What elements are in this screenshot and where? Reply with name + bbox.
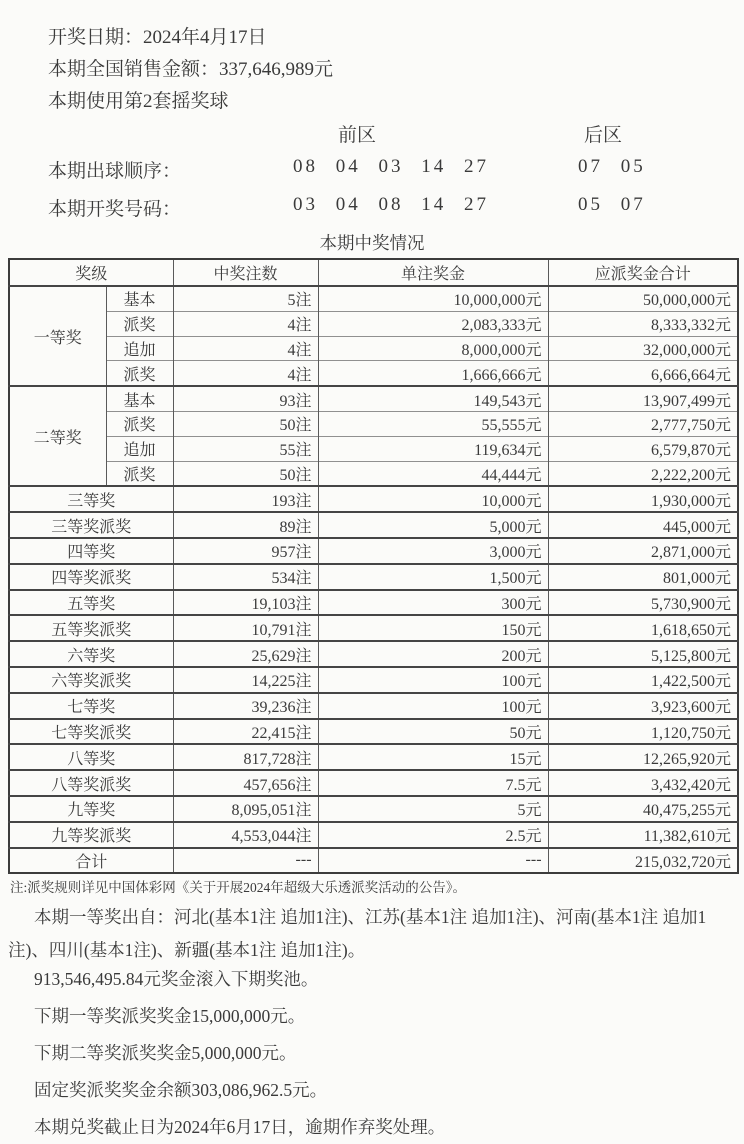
table-row: [9, 590, 738, 616]
table-header-row: [9, 259, 738, 286]
table-row: [9, 436, 738, 461]
total-prize-cell: 3,432,420元: [548, 770, 738, 796]
prize-level-cell: 三等奖派奖: [9, 512, 173, 538]
prize-level-cell: 六等奖派奖: [9, 667, 173, 693]
count-cell: 4注: [173, 361, 318, 386]
single-prize-cell: 300元: [318, 590, 548, 616]
total-prize-cell: 3,923,600元: [548, 693, 738, 719]
total-prize-cell: 1,930,000元: [548, 486, 738, 512]
prize-level-cell: 七等奖派奖: [9, 719, 173, 745]
paragraph-rollover-jackpot: 913,546,495.84元奖金滚入下期奖池。: [34, 969, 319, 990]
table-row: [9, 770, 738, 796]
rule-footnote: 注:派奖规则详见中国体彩网《关于开展2024年超级大乐透派奖活动的公告》。: [10, 880, 466, 896]
total-prize-cell: 8,333,332元: [548, 311, 738, 336]
count-cell: 4,553,044注: [173, 822, 318, 848]
single-prize-cell: 2,083,333元: [318, 311, 548, 336]
prize-level-cell: 八等奖派奖: [9, 770, 173, 796]
single-prize-cell: 50元: [318, 719, 548, 745]
prize-sub-cell: 派奖: [106, 361, 173, 386]
prize-sub-cell: 派奖: [106, 461, 173, 486]
total-prize-cell: 1,422,500元: [548, 667, 738, 693]
single-prize-cell: 7.5元: [318, 770, 548, 796]
total-prize-cell: 1,618,650元: [548, 615, 738, 641]
total-prize-cell: 11,382,610元: [548, 822, 738, 848]
table-row: [9, 486, 738, 512]
table-row: [9, 336, 738, 361]
prize-level-cell: 八等奖: [9, 744, 173, 770]
draw-date-line: 开奖日期：2024年4月17日: [48, 27, 267, 48]
paragraph-next-first-prize-bonus: 下期一等奖派奖奖金15,000,000元。: [34, 1006, 306, 1027]
count-cell: 50注: [173, 461, 318, 486]
prize-level-cell: 九等奖: [9, 796, 173, 822]
count-cell: 457,656注: [173, 770, 318, 796]
prize-sub-cell: 追加: [106, 436, 173, 461]
table-row: [9, 641, 738, 667]
count-cell: 193注: [173, 486, 318, 512]
table-row: [9, 796, 738, 822]
single-prize-cell: 15元: [318, 744, 548, 770]
table-row: [9, 615, 738, 641]
table-row: [9, 461, 738, 486]
zone-labels-row: [0, 118, 744, 152]
count-cell: 39,236注: [173, 693, 318, 719]
single-prize-cell: 55,555元: [318, 411, 548, 436]
table-row: [9, 744, 738, 770]
prize-sub-cell: 追加: [106, 336, 173, 361]
count-cell: 93注: [173, 386, 318, 411]
front-zone-label: 前区: [338, 125, 377, 146]
single-prize-cell: 10,000,000元: [318, 286, 548, 311]
table-row: [9, 386, 738, 411]
col-header-count: 中奖注数: [173, 259, 318, 286]
col-header-total-prize: 应派奖金合计: [548, 259, 738, 286]
prize-level-cell: 五等奖派奖: [9, 615, 173, 641]
prize-sub-cell: 派奖: [106, 411, 173, 436]
draw-order-label: 本期出球顺序：: [48, 161, 182, 182]
paragraph-first-prize-provinces: 本期一等奖出自：河北(基本1注 追加1注)、江苏(基本1注 追加1注)、河南(基本1注 追加1注)、四川(基本1注)、新疆(基本1注 追加1注)。: [8, 907, 707, 961]
count-cell: 19,103注: [173, 590, 318, 616]
table-row: [9, 512, 738, 538]
single-prize-cell: 119,634元: [318, 436, 548, 461]
table-row: [9, 822, 738, 848]
table-row: [9, 564, 738, 590]
total-prize-cell: 40,475,255元: [548, 796, 738, 822]
table-row: [9, 719, 738, 745]
paragraph-fixed-prize-balance: 固定奖派奖奖金余额303,086,962.5元。: [34, 1080, 328, 1101]
single-prize-cell: 5,000元: [318, 512, 548, 538]
table-row: [9, 693, 738, 719]
draw-order-row: [0, 152, 744, 190]
table-row: [9, 361, 738, 386]
winning-numbers-label: 本期开奖号码：: [48, 199, 182, 220]
paragraph-claim-deadline: 本期兑奖截止日为2024年6月17日，逾期作弃奖处理。: [34, 1117, 446, 1138]
single-prize-cell: ---: [318, 848, 548, 874]
table-total-row: [9, 848, 738, 874]
count-cell: 5注: [173, 286, 318, 311]
prize-sub-cell: 派奖: [106, 311, 173, 336]
draw-order-front-numbers: 08 04 03 14 27: [293, 156, 489, 177]
winning-numbers-row: [0, 190, 744, 228]
single-prize-cell: 44,444元: [318, 461, 548, 486]
total-prize-cell: 6,666,664元: [548, 361, 738, 386]
sales-amount-line: 本期全国销售金额：337,646,989元: [48, 59, 334, 80]
prize-level-cell: 五等奖: [9, 590, 173, 616]
prize-sub-cell: 基本: [106, 286, 173, 311]
winning-numbers-back: 05 07: [578, 194, 646, 215]
count-cell: 534注: [173, 564, 318, 590]
single-prize-cell: 100元: [318, 667, 548, 693]
single-prize-cell: 3,000元: [318, 538, 548, 564]
prize-level-cell: 七等奖: [9, 693, 173, 719]
single-prize-cell: 8,000,000元: [318, 336, 548, 361]
total-prize-cell: 50,000,000元: [548, 286, 738, 311]
draw-order-back-numbers: 07 05: [578, 156, 646, 177]
total-prize-cell: 2,871,000元: [548, 538, 738, 564]
single-prize-cell: 200元: [318, 641, 548, 667]
table-row: [9, 667, 738, 693]
table-row: [9, 538, 738, 564]
count-cell: 89注: [173, 512, 318, 538]
col-header-single-prize: 单注奖金: [318, 259, 548, 286]
total-prize-cell: 6,579,870元: [548, 436, 738, 461]
prize-level-cell: 四等奖派奖: [9, 564, 173, 590]
single-prize-cell: 2.5元: [318, 822, 548, 848]
single-prize-cell: 100元: [318, 693, 548, 719]
header-info: [0, 0, 744, 118]
prize-sub-cell: 基本: [106, 386, 173, 411]
single-prize-cell: 5元: [318, 796, 548, 822]
table-row: [9, 286, 738, 311]
ball-set-line: 本期使用第2套摇奖球: [48, 91, 229, 112]
count-cell: 8,095,051注: [173, 796, 318, 822]
single-prize-cell: 10,000元: [318, 486, 548, 512]
total-prize-cell: 445,000元: [548, 512, 738, 538]
prize-level-cell: 四等奖: [9, 538, 173, 564]
total-prize-cell: 5,730,900元: [548, 590, 738, 616]
count-cell: 4注: [173, 336, 318, 361]
back-zone-label: 后区: [584, 125, 623, 146]
prize-group-cell: 二等奖: [9, 386, 106, 486]
total-prize-cell: 801,000元: [548, 564, 738, 590]
total-label-cell: 合计: [9, 848, 173, 874]
count-cell: 55注: [173, 436, 318, 461]
total-prize-cell: 215,032,720元: [548, 848, 738, 874]
count-cell: 22,415注: [173, 719, 318, 745]
count-cell: 10,791注: [173, 615, 318, 641]
count-cell: 25,629注: [173, 641, 318, 667]
single-prize-cell: 150元: [318, 615, 548, 641]
prize-level-cell: 九等奖派奖: [9, 822, 173, 848]
paragraph-next-second-prize-bonus: 下期二等奖派奖奖金5,000,000元。: [34, 1043, 297, 1064]
count-cell: 4注: [173, 311, 318, 336]
count-cell: 50注: [173, 411, 318, 436]
single-prize-cell: 149,543元: [318, 386, 548, 411]
single-prize-cell: 1,666,666元: [318, 361, 548, 386]
table-row: [9, 311, 738, 336]
total-prize-cell: 2,777,750元: [548, 411, 738, 436]
prize-table-title: 本期中奖情况: [319, 233, 425, 253]
total-prize-cell: 2,222,200元: [548, 461, 738, 486]
total-prize-cell: 13,907,499元: [548, 386, 738, 411]
single-prize-cell: 1,500元: [318, 564, 548, 590]
table-row: [9, 411, 738, 436]
prize-level-cell: 三等奖: [9, 486, 173, 512]
count-cell: 14,225注: [173, 667, 318, 693]
count-cell: 817,728注: [173, 744, 318, 770]
prize-group-cell: 一等奖: [9, 286, 106, 386]
winning-numbers-front: 03 04 08 14 27: [293, 194, 489, 215]
count-cell: 957注: [173, 538, 318, 564]
total-prize-cell: 12,265,920元: [548, 744, 738, 770]
count-cell: ---: [173, 848, 318, 874]
col-header-level: 奖级: [9, 259, 173, 286]
total-prize-cell: 5,125,800元: [548, 641, 738, 667]
prize-table: [8, 258, 739, 874]
total-prize-cell: 32,000,000元: [548, 336, 738, 361]
prize-level-cell: 六等奖: [9, 641, 173, 667]
total-prize-cell: 1,120,750元: [548, 719, 738, 745]
